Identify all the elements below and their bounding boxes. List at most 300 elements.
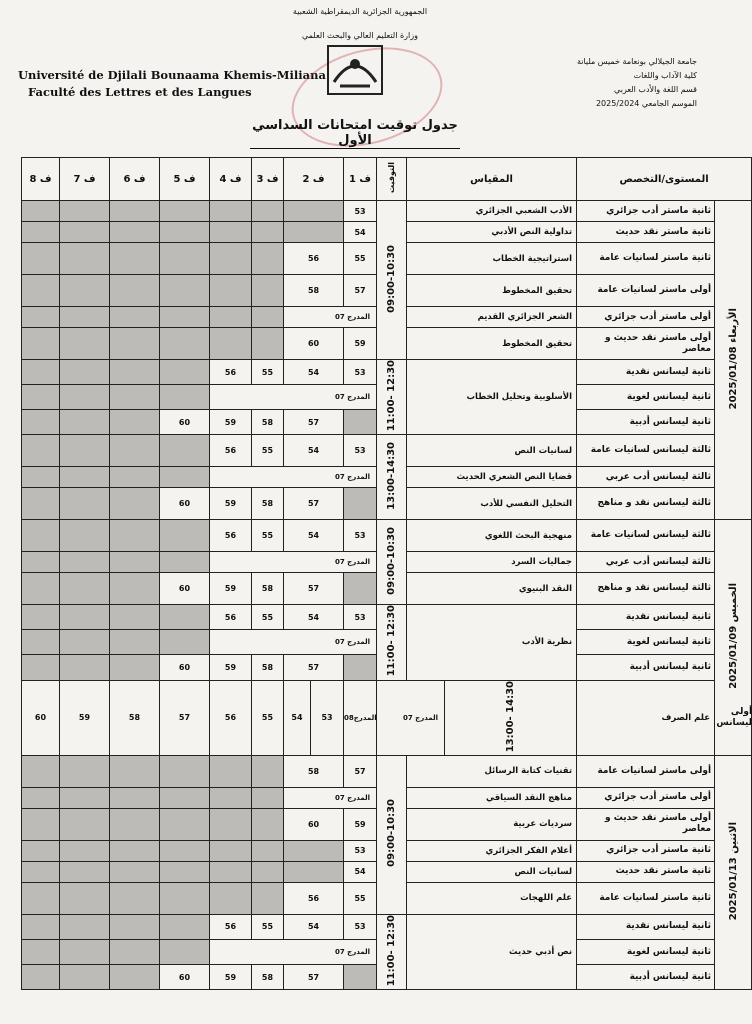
table-cell: 53 [344, 435, 377, 467]
empty-cell [252, 787, 284, 808]
faculty-name-ar: كلية الآداب واللغات [633, 71, 697, 80]
table-cell: 57 [284, 655, 344, 680]
table-cell: الشعر الجزائري القديم [407, 307, 577, 328]
table-cell: قضايا النص الشعري الحديث [407, 467, 577, 488]
time-slot: 09:00-10:30 [377, 755, 407, 914]
col-time: التوقيت [377, 158, 407, 201]
empty-cell [22, 385, 60, 410]
empty-cell [110, 882, 160, 914]
academic-year: الموسم الجامعي 2025/2024 [595, 99, 697, 108]
table-cell: التحليل النفسي للأدب [407, 488, 577, 520]
table-cell: 53 [344, 201, 377, 222]
table-cell: 60 [160, 573, 210, 605]
table-cell: 57 [284, 965, 344, 990]
empty-cell [110, 520, 160, 552]
table-cell: 60 [160, 965, 210, 990]
col-f1: ف 1 [344, 158, 377, 201]
table-cell: 58 [284, 275, 344, 307]
empty-cell [160, 914, 210, 939]
table-cell: 55 [344, 243, 377, 275]
table-cell: 56 [210, 680, 252, 755]
empty-cell [22, 552, 60, 573]
table-cell: 54 [284, 680, 311, 755]
empty-cell [60, 787, 110, 808]
table-cell: 55 [344, 882, 377, 914]
table-cell: 57 [284, 410, 344, 435]
empty-cell [110, 552, 160, 573]
empty-cell [60, 467, 110, 488]
table-cell: 56 [210, 914, 252, 939]
empty-cell [22, 914, 60, 939]
empty-cell [160, 861, 210, 882]
empty-cell [22, 520, 60, 552]
empty-cell [60, 360, 110, 385]
table-cell: 55 [252, 914, 284, 939]
table-cell: استراتيجية الخطاب [407, 243, 577, 275]
empty-cell [110, 965, 160, 990]
table-cell: منهجية البحث اللغوي [407, 520, 577, 552]
table-cell: المدرج 07 [210, 552, 377, 573]
empty-cell [22, 840, 60, 861]
empty-cell [210, 840, 252, 861]
empty-cell [60, 655, 110, 680]
table-cell: المدرج 07 [377, 680, 445, 755]
empty-cell [160, 275, 210, 307]
table-cell: 57 [160, 680, 210, 755]
empty-cell [60, 275, 110, 307]
empty-cell [110, 467, 160, 488]
table-cell: 53 [344, 914, 377, 939]
table-cell: أولى ماستر أدب جزائري [577, 307, 715, 328]
table-cell: 53 [344, 360, 377, 385]
table-cell: أعلام الفكر الجزائري [407, 840, 577, 861]
table-cell: ثانية ماستر أدب جزائري [577, 840, 715, 861]
col-level: المستوى/التخصص [577, 158, 752, 201]
empty-cell [160, 755, 210, 787]
empty-cell [210, 243, 252, 275]
empty-cell [22, 360, 60, 385]
empty-cell [210, 307, 252, 328]
empty-cell [60, 605, 110, 630]
table-cell: 57 [344, 755, 377, 787]
table-cell: 55 [252, 520, 284, 552]
empty-cell [210, 808, 252, 840]
exam-schedule-table [21, 157, 752, 990]
empty-cell [160, 520, 210, 552]
empty-cell [60, 385, 110, 410]
table-cell: ثالثة ليسانس نقد و مناهج [577, 488, 715, 520]
table-cell: النقد البنيوي [407, 573, 577, 605]
table-cell: ثانية ماستر نقد حديث [577, 222, 715, 243]
table-cell: ثانية ليسانس أدبية [577, 655, 715, 680]
table-cell: 57 [284, 573, 344, 605]
col-f3: ف 3 [252, 158, 284, 201]
table-cell: 54 [284, 605, 344, 630]
table-cell: تحقيق المخطوط [407, 275, 577, 307]
table-row [22, 435, 752, 467]
empty-cell [252, 328, 284, 360]
empty-cell [60, 328, 110, 360]
table-cell: ثالثة ليسانس أدب عربي [577, 467, 715, 488]
table-cell: المدرج 07 [210, 630, 377, 655]
empty-cell [252, 222, 284, 243]
table-cell: 60 [160, 655, 210, 680]
empty-cell [60, 410, 110, 435]
table-cell: أولى ماستر نقد حديث و معاصر [577, 328, 715, 360]
table-cell: 54 [284, 520, 344, 552]
empty-cell [22, 965, 60, 990]
table-cell: 55 [252, 605, 284, 630]
empty-cell [252, 243, 284, 275]
table-cell: علم الصرف [577, 680, 715, 755]
table-row [22, 605, 752, 630]
empty-cell [252, 808, 284, 840]
empty-cell [110, 360, 160, 385]
col-f6: ف 6 [110, 158, 160, 201]
table-cell: 55 [252, 360, 284, 385]
empty-cell [344, 965, 377, 990]
empty-cell [344, 410, 377, 435]
table-cell: 59 [210, 655, 252, 680]
time-slot: 11:00- 12:30 [377, 360, 407, 435]
empty-cell [160, 787, 210, 808]
empty-cell [110, 655, 160, 680]
empty-cell [284, 222, 344, 243]
table-cell: أولى ماستر أدب جزائري [577, 787, 715, 808]
empty-cell [344, 655, 377, 680]
table-cell: ثالثة ليسانس لسانيات عامة [577, 520, 715, 552]
table-cell: ثالثة ليسانس أدب عربي [577, 552, 715, 573]
empty-cell [22, 605, 60, 630]
table-cell: 59 [210, 965, 252, 990]
empty-cell [160, 630, 210, 655]
empty-cell [22, 882, 60, 914]
table-cell: 59 [60, 680, 110, 755]
empty-cell [22, 939, 60, 964]
empty-cell [110, 201, 160, 222]
table-cell: علم اللهجات [407, 882, 577, 914]
empty-cell [252, 307, 284, 328]
empty-cell [60, 939, 110, 964]
table-cell: الأسلوبية وتحليل الخطاب [407, 360, 577, 435]
table-cell: نظرية الأدب [407, 605, 577, 680]
empty-cell [60, 755, 110, 787]
table-cell: ثانية ليسانس نقدية [577, 605, 715, 630]
republic-header: الجمهورية الجزائرية الديمقراطية الشعبية [292, 7, 428, 16]
empty-cell [22, 467, 60, 488]
empty-cell [60, 630, 110, 655]
empty-cell [22, 787, 60, 808]
empty-cell [22, 861, 60, 882]
empty-cell [160, 882, 210, 914]
table-cell: 55 [252, 680, 284, 755]
empty-cell [252, 861, 284, 882]
empty-cell [60, 914, 110, 939]
empty-cell [22, 573, 60, 605]
table-row [22, 520, 752, 552]
empty-cell [210, 882, 252, 914]
empty-cell [160, 467, 210, 488]
table-cell: المدرج 07 [284, 787, 377, 808]
empty-cell [344, 488, 377, 520]
empty-cell [160, 435, 210, 467]
table-cell: 58 [252, 655, 284, 680]
table-cell: أولى ماستر لسانيات عامة [577, 755, 715, 787]
table-cell: 60 [160, 488, 210, 520]
empty-cell [60, 222, 110, 243]
ministry-header: وزارة التعليم العالي والبحث العلمي [302, 31, 418, 40]
empty-cell [22, 488, 60, 520]
empty-cell [110, 840, 160, 861]
empty-cell [60, 552, 110, 573]
table-header-row [22, 158, 752, 201]
table-cell: ثانية ماستر لسانيات عامة [577, 882, 715, 914]
empty-cell [110, 787, 160, 808]
table-cell: المدرج 07 [210, 467, 377, 488]
university-logo [300, 42, 410, 98]
table-cell: 58 [252, 488, 284, 520]
empty-cell [160, 808, 210, 840]
empty-cell [210, 755, 252, 787]
table-cell: 56 [284, 882, 344, 914]
table-row [22, 360, 752, 385]
faculty-name-fr: Faculté des Lettres et des Langues [28, 85, 252, 99]
table-row [22, 201, 752, 222]
table-cell: 60 [284, 328, 344, 360]
table-cell: 59 [344, 328, 377, 360]
table-cell: المدرج 07 [210, 939, 377, 964]
empty-cell [110, 307, 160, 328]
table-cell: ثانية ليسانس نقدية [577, 914, 715, 939]
empty-cell [60, 520, 110, 552]
time-slot: 11:00- 12:30 [377, 605, 407, 680]
empty-cell [22, 435, 60, 467]
day-label: الاثنين 2025/01/13 [715, 755, 752, 989]
table-cell: 56 [210, 360, 252, 385]
table-cell: 59 [210, 488, 252, 520]
page-title: جدول توقيت امتحانات السداسي الأول [250, 118, 460, 149]
empty-cell [60, 965, 110, 990]
table-cell: ثالثة ليسانس لسانيات عامة [577, 435, 715, 467]
table-cell: 54 [344, 861, 377, 882]
table-cell: 58 [252, 573, 284, 605]
table-cell: 54 [284, 360, 344, 385]
empty-cell [160, 201, 210, 222]
table-cell: ثالثة ليسانس نقد و مناهج [577, 573, 715, 605]
table-cell: 60 [22, 680, 60, 755]
table-cell: تحقيق المخطوط [407, 328, 577, 360]
empty-cell [210, 328, 252, 360]
empty-cell [110, 939, 160, 964]
time-slot: 11:00- 12:30 [377, 914, 407, 989]
empty-cell [60, 808, 110, 840]
table-cell: ثانية ماستر أدب جزائري [577, 201, 715, 222]
empty-cell [110, 808, 160, 840]
table-cell: سرديات عربية [407, 808, 577, 840]
empty-cell [22, 328, 60, 360]
empty-cell [110, 328, 160, 360]
table-cell: 58 [252, 410, 284, 435]
table-cell: تقنيات كتابة الرسائل [407, 755, 577, 787]
table-cell: 53 [311, 680, 344, 755]
table-cell: المدرج 07 [210, 385, 377, 410]
col-f7: ف 7 [60, 158, 110, 201]
table-cell: 58 [284, 755, 344, 787]
table-cell: مناهج النقد السياقي [407, 787, 577, 808]
table-cell: جماليات السرد [407, 552, 577, 573]
col-f5: ف 5 [160, 158, 210, 201]
empty-cell [210, 222, 252, 243]
empty-cell [344, 573, 377, 605]
table-cell: ثانية ماستر نقد حديث [577, 861, 715, 882]
table-row [22, 755, 752, 787]
empty-cell [60, 882, 110, 914]
department-name-ar: قسم اللغة والأدب العربي [614, 85, 697, 94]
time-slot: 13:00- 14:30 [445, 680, 577, 755]
day-label: الخميس 2025/01/09 [715, 520, 752, 756]
empty-cell [252, 275, 284, 307]
time-slot: 13:00-14:30 [377, 435, 407, 520]
table-cell: ثانية ليسانس لغوية [577, 385, 715, 410]
table-cell: 59 [210, 410, 252, 435]
empty-cell [22, 808, 60, 840]
table-cell: المدرج 07 [284, 307, 377, 328]
table-cell: أولى ماستر لسانيات عامة [577, 275, 715, 307]
empty-cell [210, 275, 252, 307]
col-f4: ف 4 [210, 158, 252, 201]
table-cell: 56 [284, 243, 344, 275]
day-label: الأربعاء 2025/01/08 [715, 201, 752, 520]
table-cell: 53 [344, 605, 377, 630]
empty-cell [160, 385, 210, 410]
empty-cell [110, 222, 160, 243]
empty-cell [160, 605, 210, 630]
empty-cell [160, 243, 210, 275]
empty-cell [110, 385, 160, 410]
table-cell: نص أدبي حديث [407, 914, 577, 989]
table-cell: 56 [210, 435, 252, 467]
table-row: 60 59 58 57 56 55 54 53 المدرج08 المدرج 07 13:00- 14:30 علم الصرف أولى ليسانس [22, 680, 752, 755]
table-cell: 54 [284, 435, 344, 467]
table-cell: أولى ماستر نقد حديث و معاصر [577, 808, 715, 840]
empty-cell [110, 861, 160, 882]
table-cell: تداولية النص الأدبي [407, 222, 577, 243]
university-name-ar: جامعة الجيلالي بونعامة خميس مليانة [576, 57, 697, 66]
empty-cell [22, 655, 60, 680]
table-cell: 56 [210, 520, 252, 552]
empty-cell [22, 222, 60, 243]
table-cell: 55 [252, 435, 284, 467]
empty-cell [22, 410, 60, 435]
table-cell: ثانية ليسانس أدبية [577, 410, 715, 435]
empty-cell [22, 243, 60, 275]
empty-cell [110, 435, 160, 467]
table-cell: 59 [210, 573, 252, 605]
empty-cell [284, 201, 344, 222]
empty-cell [22, 307, 60, 328]
empty-cell [160, 840, 210, 861]
empty-cell [160, 328, 210, 360]
empty-cell [210, 787, 252, 808]
table-cell: 60 [284, 808, 344, 840]
empty-cell [252, 755, 284, 787]
table-cell: 54 [344, 222, 377, 243]
table-cell: 59 [344, 808, 377, 840]
table-cell: 58 [252, 965, 284, 990]
empty-cell [210, 861, 252, 882]
empty-cell [60, 573, 110, 605]
empty-cell [110, 605, 160, 630]
table-cell: ثانية ليسانس أدبية [577, 965, 715, 990]
empty-cell [252, 882, 284, 914]
empty-cell [60, 435, 110, 467]
empty-cell [22, 201, 60, 222]
table-cell: 53 [344, 520, 377, 552]
empty-cell [210, 201, 252, 222]
table-cell: 56 [210, 605, 252, 630]
empty-cell [284, 861, 344, 882]
table-cell: 54 [284, 914, 344, 939]
empty-cell [110, 630, 160, 655]
table-cell: 57 [284, 488, 344, 520]
col-subject: المقياس [407, 158, 577, 201]
empty-cell [60, 861, 110, 882]
table-cell: ثانية ليسانس لغوية [577, 630, 715, 655]
table-cell: المدرج08 [344, 680, 377, 755]
empty-cell [60, 201, 110, 222]
table-cell: 53 [344, 840, 377, 861]
empty-cell [284, 840, 344, 861]
empty-cell [252, 840, 284, 861]
table-cell: لسانيات النص [407, 435, 577, 467]
empty-cell [110, 755, 160, 787]
table-cell: ثانية ليسانس لغوية [577, 939, 715, 964]
table-cell: 57 [344, 275, 377, 307]
empty-cell [110, 410, 160, 435]
table-cell: لسانيات النص [407, 861, 577, 882]
empty-cell [22, 755, 60, 787]
empty-cell [110, 573, 160, 605]
empty-cell [160, 307, 210, 328]
table-cell: ثانية ليسانس نقدية [577, 360, 715, 385]
table-cell: 60 [160, 410, 210, 435]
empty-cell [160, 222, 210, 243]
empty-cell [60, 840, 110, 861]
empty-cell [110, 488, 160, 520]
empty-cell [60, 307, 110, 328]
empty-cell [160, 552, 210, 573]
empty-cell [160, 939, 210, 964]
table-cell: 58 [110, 680, 160, 755]
empty-cell [110, 243, 160, 275]
table-cell: الأدب الشعبي الجزائري [407, 201, 577, 222]
university-name-fr: Université de Djilali Bounaama Khemis-Miliana [18, 68, 326, 82]
empty-cell [252, 201, 284, 222]
table-cell: ثانية ماستر لسانيات عامة [577, 243, 715, 275]
empty-cell [22, 630, 60, 655]
col-f8: ف 8 [22, 158, 60, 201]
empty-cell [60, 243, 110, 275]
empty-cell [160, 360, 210, 385]
time-slot: 09:00-10:30 [377, 520, 407, 605]
empty-cell [110, 275, 160, 307]
empty-cell [60, 488, 110, 520]
empty-cell [22, 275, 60, 307]
time-slot: 09:00-10:30 [377, 201, 407, 360]
empty-cell [110, 914, 160, 939]
col-f2: ف 2 [284, 158, 344, 201]
table-row [22, 914, 752, 939]
